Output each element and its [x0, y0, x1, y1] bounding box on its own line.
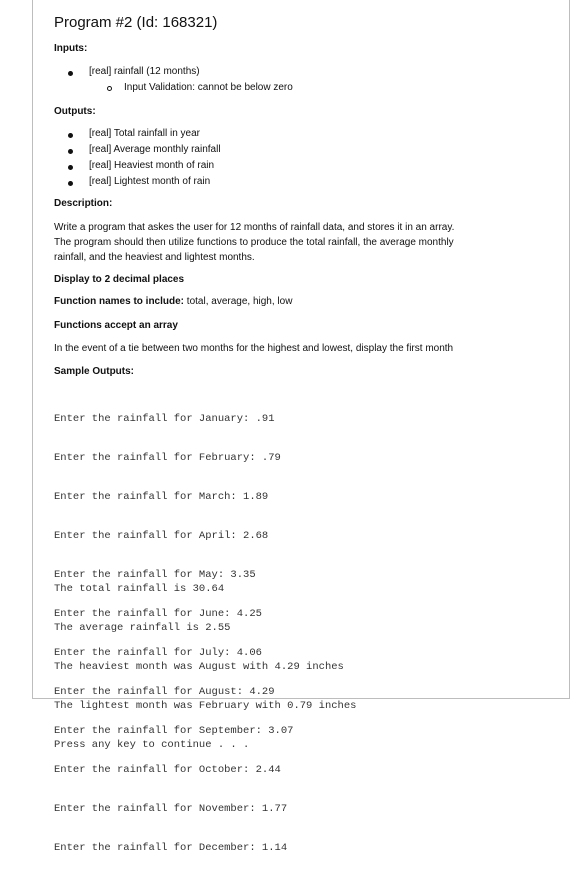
bullet-icon — [68, 133, 73, 138]
console-line: Enter the rainfall for February: .79 — [54, 452, 281, 464]
sample-results-block — [54, 557, 356, 778]
console-line: Enter the rainfall for May: 3.35 — [54, 569, 256, 581]
description-line: rainfall, and the heaviest and lightest months. — [54, 252, 255, 263]
bullet-icon — [68, 181, 73, 186]
description-text — [54, 220, 514, 265]
output-item-text: [real] Total rainfall in year — [89, 128, 200, 139]
console-line: Enter the rainfall for March: 1.89 — [54, 491, 269, 503]
inputs-label: Inputs: — [54, 43, 88, 54]
function-names — [54, 294, 514, 309]
console-line: The total rainfall is 30.64 — [54, 583, 225, 595]
console-line: The average rainfall is 2.55 — [54, 622, 231, 634]
output-item-text: [real] Average monthly rainfall — [89, 144, 221, 155]
bullet-icon — [68, 71, 73, 76]
console-line: The lightest month was February with 0.79 inches — [54, 700, 357, 712]
console-line: Enter the rainfall for November: 1.77 — [54, 803, 288, 815]
console-line: Press any key to continue . . . — [54, 739, 250, 751]
bullet-icon — [68, 149, 73, 154]
console-line: The heaviest month was August with 4.29 inches — [54, 661, 344, 673]
input-item-text: [real] rainfall (12 months) — [89, 66, 200, 77]
page-title: Program #2 (Id: 168321) — [54, 14, 218, 31]
description-label: Description: — [54, 198, 113, 209]
console-line: Enter the rainfall for July: 4.06 — [54, 647, 262, 659]
console-line: Enter the rainfall for October: 2.44 — [54, 764, 281, 776]
console-line: Enter the rainfall for December: 1.14 — [54, 842, 288, 854]
sub-bullet-icon — [107, 86, 112, 91]
function-names-label: Function names to include: — [54, 296, 185, 307]
function-names-value: total, average, high, low — [184, 296, 293, 307]
console-line: Enter the rainfall for September: 3.07 — [54, 725, 294, 737]
bullet-icon — [68, 165, 73, 170]
description-line: Write a program that askes the user for 12 months of rainfall data, and stores it in an array. — [54, 222, 455, 233]
sample-outputs-label: Sample Outputs: — [54, 366, 135, 377]
console-line: Enter the rainfall for August: 4.29 — [54, 686, 275, 698]
output-item-text: [real] Lightest month of rain — [89, 176, 211, 187]
description-line: The program should then utilize functions to produce the total rainfall, the average monthly — [54, 237, 454, 248]
functions-accept-note: Functions accept an array — [54, 320, 178, 331]
console-line: Enter the rainfall for June: 4.25 — [54, 608, 262, 620]
console-line: Enter the rainfall for January: .91 — [54, 413, 275, 425]
display-note: Display to 2 decimal places — [54, 274, 185, 285]
tie-note: In the event of a tie between two months for the highest and lowest, display the first month — [54, 343, 454, 354]
input-subitem-text: Input Validation: cannot be below zero — [124, 82, 293, 93]
outputs-label: Outputs: — [54, 106, 96, 117]
console-line: Enter the rainfall for April: 2.68 — [54, 530, 269, 542]
output-item-text: [real] Heaviest month of rain — [89, 160, 215, 171]
